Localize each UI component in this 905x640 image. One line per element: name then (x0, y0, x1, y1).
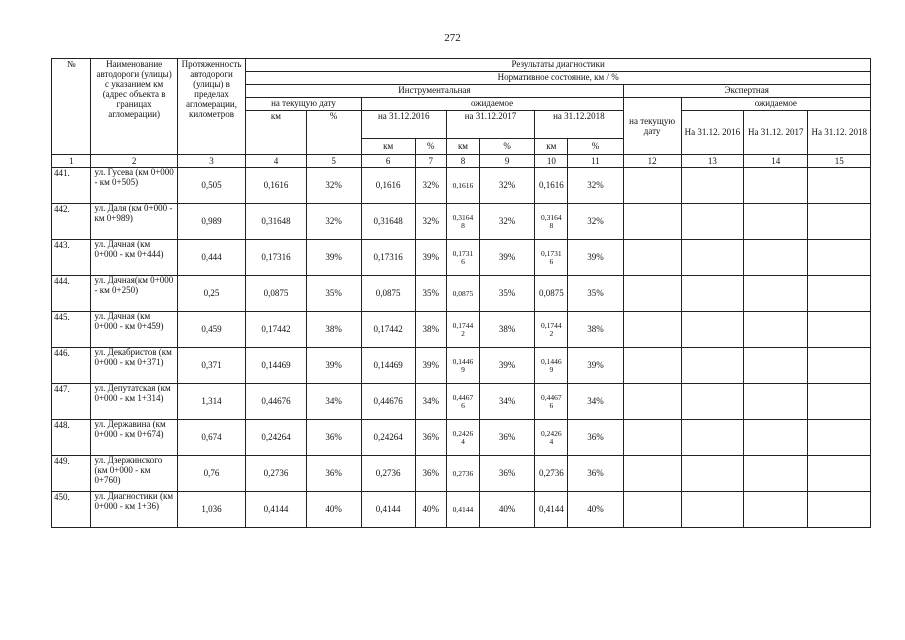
expected-2016-km: 0,0875 (361, 276, 415, 312)
header-km-2017: км (446, 139, 479, 155)
column-number: 6 (361, 155, 415, 168)
road-length: 0,505 (177, 168, 246, 204)
expected-2017-km: 0,4144 (446, 492, 479, 528)
expected-2018-pct: 36% (568, 456, 623, 492)
header-2018: на 31.12.2018 (535, 111, 623, 139)
expected-2017-km: 0,2736 (446, 456, 479, 492)
expected-2018-km: 0,1446 9 (535, 348, 568, 384)
expert-cell (808, 168, 871, 204)
expert-cell (744, 204, 808, 240)
current-km: 0,31648 (246, 204, 306, 240)
table-row (52, 456, 871, 492)
expected-2016-pct: 39% (415, 348, 446, 384)
road-length: 0,444 (177, 240, 246, 276)
column-number: 10 (535, 155, 568, 168)
expert-cell (623, 168, 681, 204)
expert-cell (808, 384, 871, 420)
expected-2018-km: 0,3164 8 (535, 204, 568, 240)
road-length: 0,989 (177, 204, 246, 240)
expert-cell (808, 204, 871, 240)
table-row (52, 420, 871, 456)
expected-2018-pct: 35% (568, 276, 623, 312)
header-expert-current: на текущую дату (623, 98, 681, 155)
row-number: 448. (52, 420, 91, 456)
road-length: 0,459 (177, 312, 246, 348)
expert-cell (623, 348, 681, 384)
row-number: 445. (52, 312, 91, 348)
current-pct: 40% (306, 492, 361, 528)
table-row (52, 384, 871, 420)
expected-2018-km: 0,2426 4 (535, 420, 568, 456)
header-num: № (52, 59, 91, 155)
column-number: 4 (246, 155, 306, 168)
expected-2018-km: 0,0875 (535, 276, 568, 312)
road-diagnostics-table (51, 58, 871, 528)
table-row (52, 276, 871, 312)
road-name: ул. Диагностики (км 0+000 - км 1+36) (91, 492, 177, 528)
road-length: 0,674 (177, 420, 246, 456)
current-pct: 39% (306, 240, 361, 276)
expert-cell (681, 168, 743, 204)
expert-cell (744, 276, 808, 312)
column-number: 15 (808, 155, 871, 168)
current-km: 0,2736 (246, 456, 306, 492)
header-2017: на 31.12.2017 (446, 111, 534, 139)
expert-cell (744, 240, 808, 276)
column-number: 8 (446, 155, 479, 168)
header-expert-2016: На 31.12. 2016 (681, 111, 743, 155)
table-row (52, 168, 871, 204)
column-number: 14 (744, 155, 808, 168)
expected-2018-pct: 40% (568, 492, 623, 528)
expert-cell (744, 492, 808, 528)
road-name: ул. Дачная (км 0+000 - км 0+459) (91, 312, 177, 348)
expert-cell (681, 492, 743, 528)
expert-cell (744, 312, 808, 348)
expected-2017-pct: 34% (480, 384, 535, 420)
current-km: 0,44676 (246, 384, 306, 420)
expert-cell (681, 456, 743, 492)
expert-cell (681, 348, 743, 384)
road-length: 1,314 (177, 384, 246, 420)
column-number: 3 (177, 155, 246, 168)
expected-2016-km: 0,17316 (361, 240, 415, 276)
expected-2017-pct: 38% (480, 312, 535, 348)
current-km: 0,24264 (246, 420, 306, 456)
current-pct: 36% (306, 420, 361, 456)
current-pct: 34% (306, 384, 361, 420)
expert-cell (681, 276, 743, 312)
expected-2018-pct: 39% (568, 240, 623, 276)
header-pct: % (306, 111, 361, 155)
expert-cell (623, 312, 681, 348)
column-number: 5 (306, 155, 361, 168)
row-number: 441. (52, 168, 91, 204)
expected-2016-pct: 35% (415, 276, 446, 312)
column-number: 12 (623, 155, 681, 168)
current-km: 0,17316 (246, 240, 306, 276)
expected-2017-pct: 36% (480, 456, 535, 492)
expected-2016-km: 0,44676 (361, 384, 415, 420)
expected-2017-km: 0,1744 2 (446, 312, 479, 348)
page-number: 272 (444, 32, 461, 44)
current-km: 0,4144 (246, 492, 306, 528)
header-expert-expected: ожидаемое (681, 98, 870, 111)
current-pct: 36% (306, 456, 361, 492)
expected-2017-km: 0,4467 6 (446, 384, 479, 420)
expected-2018-km: 0,1731 6 (535, 240, 568, 276)
expected-2016-km: 0,17442 (361, 312, 415, 348)
expected-2016-pct: 32% (415, 168, 446, 204)
road-length: 0,25 (177, 276, 246, 312)
expected-2018-pct: 32% (568, 204, 623, 240)
expert-cell (623, 420, 681, 456)
expected-2018-pct: 36% (568, 420, 623, 456)
expected-2016-km: 0,4144 (361, 492, 415, 528)
expert-cell (623, 204, 681, 240)
expert-cell (744, 420, 808, 456)
header-current-date: на текущую дату (246, 98, 361, 111)
header-road-name: Наименование автодороги (улицы) с указанием км (адрес объекта в границах агломерации) (91, 59, 177, 155)
expected-2017-pct: 35% (480, 276, 535, 312)
header-instrumental: Инструментальная (246, 85, 623, 98)
expert-cell (681, 240, 743, 276)
header-2016: на 31.12.2016 (361, 111, 446, 139)
expert-cell (681, 384, 743, 420)
expert-cell (623, 384, 681, 420)
expected-2016-km: 0,31648 (361, 204, 415, 240)
road-name: ул. Дзержинского (км 0+000 - км 0+760) (91, 456, 177, 492)
expected-2016-pct: 40% (415, 492, 446, 528)
column-number: 11 (568, 155, 623, 168)
expected-2016-pct: 36% (415, 420, 446, 456)
road-length: 0,76 (177, 456, 246, 492)
current-km: 0,1616 (246, 168, 306, 204)
current-pct: 39% (306, 348, 361, 384)
expected-2016-pct: 38% (415, 312, 446, 348)
expert-cell (808, 456, 871, 492)
expected-2018-pct: 38% (568, 312, 623, 348)
expert-cell (623, 240, 681, 276)
expected-2016-pct: 39% (415, 240, 446, 276)
road-name: ул. Державина (км 0+000 - км 0+674) (91, 420, 177, 456)
header-pct-2017: % (480, 139, 535, 155)
expert-cell (808, 348, 871, 384)
road-length: 1,036 (177, 492, 246, 528)
row-number: 444. (52, 276, 91, 312)
column-number: 7 (415, 155, 446, 168)
header-expected: ожидаемое (361, 98, 623, 111)
expected-2017-km: 0,1616 (446, 168, 479, 204)
header-pct-2016: % (415, 139, 446, 155)
header-km-2018: км (535, 139, 568, 155)
expected-2017-pct: 39% (480, 348, 535, 384)
expected-2018-km: 0,1616 (535, 168, 568, 204)
expected-2017-km: 0,2426 4 (446, 420, 479, 456)
expert-cell (623, 276, 681, 312)
header-expert-2017: На 31.12. 2017 (744, 111, 808, 155)
header-expert-2018: На 31.12. 2018 (808, 111, 871, 155)
expert-cell (744, 456, 808, 492)
road-name: ул. Декабристов (км 0+000 - км 0+371) (91, 348, 177, 384)
row-number: 443. (52, 240, 91, 276)
expert-cell (808, 312, 871, 348)
expected-2017-pct: 32% (480, 168, 535, 204)
expert-cell (744, 168, 808, 204)
expert-cell (744, 348, 808, 384)
header-pct-2018: % (568, 139, 623, 155)
header-length: Протяженность автодороги (улицы) в пределах агломерации, километров (177, 59, 246, 155)
road-name: ул. Даля (км 0+000 - км 0+989) (91, 204, 177, 240)
road-name: ул. Дачная(км 0+000 - км 0+250) (91, 276, 177, 312)
current-km: 0,0875 (246, 276, 306, 312)
table-row (52, 240, 871, 276)
expected-2017-km: 0,1446 9 (446, 348, 479, 384)
current-pct: 38% (306, 312, 361, 348)
column-number: 13 (681, 155, 743, 168)
table-row (52, 348, 871, 384)
road-name: ул. Дачная (км 0+000 - км 0+444) (91, 240, 177, 276)
expected-2017-pct: 39% (480, 240, 535, 276)
expected-2018-km: 0,1744 2 (535, 312, 568, 348)
expert-cell (623, 492, 681, 528)
expected-2018-km: 0,2736 (535, 456, 568, 492)
expert-cell (808, 492, 871, 528)
table-header (52, 59, 871, 155)
expected-2016-pct: 36% (415, 456, 446, 492)
expert-cell (681, 204, 743, 240)
expert-cell (681, 312, 743, 348)
expected-2017-km: 0,0875 (446, 276, 479, 312)
column-number: 2 (91, 155, 177, 168)
column-number: 1 (52, 155, 91, 168)
expert-cell (744, 384, 808, 420)
header-expert: Экспертная (623, 85, 870, 98)
current-km: 0,14469 (246, 348, 306, 384)
expected-2017-km: 0,1731 6 (446, 240, 479, 276)
expert-cell (623, 456, 681, 492)
table-row (52, 204, 871, 240)
expected-2018-km: 0,4467 6 (535, 384, 568, 420)
table-row (52, 492, 871, 528)
current-pct: 32% (306, 168, 361, 204)
expected-2018-pct: 34% (568, 384, 623, 420)
expected-2018-km: 0,4144 (535, 492, 568, 528)
expected-2016-pct: 32% (415, 204, 446, 240)
header-normative: Нормативное состояние, км / % (246, 72, 871, 85)
row-number: 449. (52, 456, 91, 492)
expert-cell (681, 420, 743, 456)
expected-2017-pct: 32% (480, 204, 535, 240)
header-results: Результаты диагностики (246, 59, 871, 72)
expected-2017-pct: 36% (480, 420, 535, 456)
row-number: 442. (52, 204, 91, 240)
row-number: 446. (52, 348, 91, 384)
current-pct: 35% (306, 276, 361, 312)
row-number: 447. (52, 384, 91, 420)
header-km-2016: км (361, 139, 415, 155)
column-number: 9 (480, 155, 535, 168)
expected-2016-km: 0,1616 (361, 168, 415, 204)
current-km: 0,17442 (246, 312, 306, 348)
expected-2018-pct: 32% (568, 168, 623, 204)
expected-2018-pct: 39% (568, 348, 623, 384)
header-km: км (246, 111, 306, 155)
road-name: ул. Гусева (км 0+000 - км 0+505) (91, 168, 177, 204)
table-body (52, 168, 871, 528)
road-length: 0,371 (177, 348, 246, 384)
row-number: 450. (52, 492, 91, 528)
road-name: ул. Депутатская (км 0+000 - км 1+314) (91, 384, 177, 420)
current-pct: 32% (306, 204, 361, 240)
expert-cell (808, 420, 871, 456)
expected-2017-pct: 40% (480, 492, 535, 528)
column-numbers-row (52, 155, 871, 168)
expected-2016-km: 0,24264 (361, 420, 415, 456)
expected-2016-km: 0,14469 (361, 348, 415, 384)
expected-2017-km: 0,3164 8 (446, 204, 479, 240)
expert-cell (808, 276, 871, 312)
expected-2016-km: 0,2736 (361, 456, 415, 492)
expert-cell (808, 240, 871, 276)
expected-2016-pct: 34% (415, 384, 446, 420)
table-row (52, 312, 871, 348)
